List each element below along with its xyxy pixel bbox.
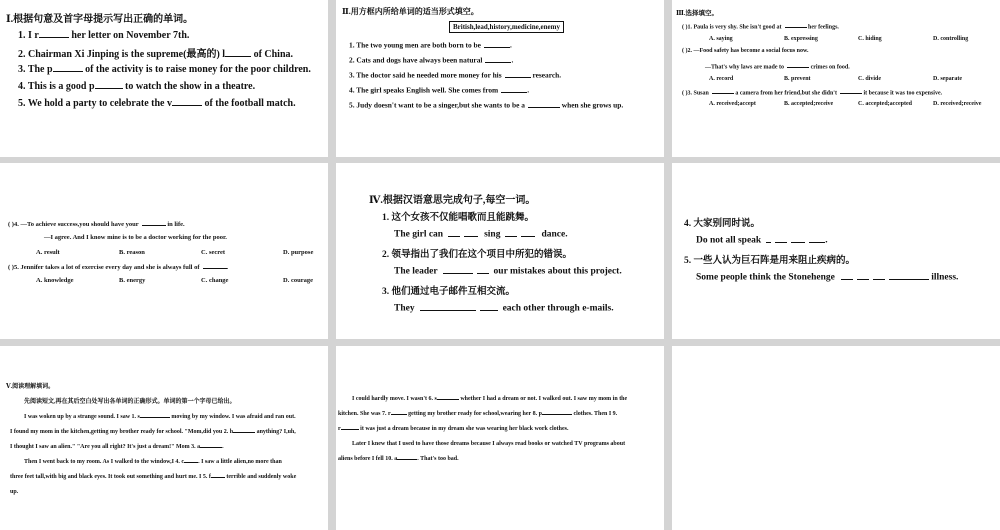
answer-blank[interactable]: [211, 472, 225, 478]
panel-multiple-choice-1: [672, 0, 1000, 157]
answer-blank[interactable]: [485, 55, 511, 63]
option[interactable]: A. saying: [709, 36, 733, 42]
answer-blank[interactable]: [809, 233, 825, 243]
word-box: British,lead,history,medicine,enemy: [449, 21, 564, 33]
section-title-3: Ⅲ.选择填空。: [676, 10, 719, 17]
question-line: —That's why laws are made to crimes on food.: [705, 62, 850, 70]
answer-blank[interactable]: [184, 457, 198, 463]
panel-word-form: [336, 0, 664, 157]
section-title-1: Ⅰ.根据句意及首字母提示写出正确的单词。: [6, 14, 194, 25]
question-line: Some people think the Stonehenge illness.: [696, 270, 958, 283]
panel-word-spelling: [0, 0, 328, 157]
option[interactable]: A. knowledge: [36, 277, 74, 284]
answer-blank[interactable]: [397, 454, 417, 460]
answer-blank[interactable]: [341, 424, 359, 430]
answer-blank[interactable]: [464, 227, 478, 237]
reading-passage: I could hardly move. I wasn't 6. s whether I had a dream or not. I walked out. I saw my mom in the kitchen. She was 7. r getting my brother ready for school,wearing her 8. p clothes. Then I 9. r it was just a dream because in my dream she was wearing her black work clothes. Later I knew that I used to have those dreams because I always read books or watched TV programs about aliens before I fell 10. a . That's too bad.: [338, 392, 627, 467]
question-line: ( )2. —Food safety has become a social focus now.: [682, 48, 809, 54]
question-line: 5. We hold a party to celebrate the v of the football match.: [18, 98, 296, 109]
answer-blank[interactable]: [391, 409, 407, 415]
option[interactable]: B. accepted;receive: [784, 101, 834, 107]
answer-blank[interactable]: [95, 79, 123, 89]
answer-blank[interactable]: [840, 88, 862, 94]
question-line: 5. Judy doesn't want to be a singer,but she wants to be a when she grows up.: [349, 100, 624, 110]
option[interactable]: D. separate: [933, 76, 962, 82]
option[interactable]: C. change: [201, 277, 229, 284]
option[interactable]: D. controlling: [933, 36, 969, 42]
answer-blank[interactable]: [889, 270, 929, 280]
answer-blank[interactable]: [140, 412, 170, 418]
answer-blank[interactable]: [233, 427, 255, 433]
answer-blank[interactable]: [542, 409, 572, 415]
answer-blank[interactable]: [477, 264, 489, 274]
question-line: 4. The girl speaks English well. She comes from .: [349, 85, 530, 95]
question-line: The girl can sing dance.: [394, 227, 568, 240]
panel-sentence-completion-1: [336, 163, 664, 339]
answer-blank[interactable]: [775, 233, 787, 243]
answer-blank[interactable]: [437, 394, 459, 400]
question-line: 3. The doctor said he needed more money for his research.: [349, 70, 562, 80]
section-title-2: Ⅱ.用方框内所给单词的适当形式填空。: [342, 7, 479, 16]
answer-blank[interactable]: [39, 28, 69, 38]
option[interactable]: D. received;receive: [933, 101, 982, 107]
answer-blank[interactable]: [528, 100, 560, 108]
instruction: 先阅读短文,再在其后空白处写出各单词的正确形式。单词的第一个字母已给出。: [24, 399, 236, 405]
reading-passage: Ⅴ.阅读理解填词。 先阅读短文,再在其后空白处写出各单词的正确形式。单词的第一个字母已给出。 I was woken up by a strange sound. I saw 1. s moving by my window. I was afraid and ran out. I found my mom in the kitchen,getting my brother ready for school. "Mom,did you 2. h anything? I,uh, I thought I saw an alien." "Are you all right? It's just a dream!" Mom 3. a . Then I went back to my room. As I walked to the window,I 4. c . I saw a little alien,no more than three feet tall,with big and black eyes. It took out something and hurt me. I 5. f terrible and suddenly woke up.: [6, 380, 296, 500]
option[interactable]: B. reason: [119, 249, 145, 256]
question-line: 2. Chairman Xi Jinping is the supreme(最高的) l of China.: [18, 49, 294, 60]
option[interactable]: C. divide: [858, 76, 882, 82]
option[interactable]: C. hiding: [858, 36, 882, 42]
option[interactable]: B. energy: [119, 277, 146, 284]
panel-multiple-choice-2: [0, 163, 328, 339]
option[interactable]: B. expressing: [784, 36, 818, 42]
section-title-5: Ⅴ.阅读理解填词。: [6, 384, 55, 390]
answer-blank[interactable]: [501, 85, 527, 93]
answer-blank[interactable]: [505, 70, 531, 78]
answer-blank[interactable]: [225, 47, 251, 57]
answer-blank[interactable]: [448, 227, 460, 237]
panel-empty: [672, 346, 1000, 530]
answer-blank[interactable]: [785, 22, 807, 28]
option[interactable]: D. courage: [283, 277, 313, 284]
question-line: 2. Cats and dogs have always been natural .: [349, 55, 514, 65]
answer-blank[interactable]: [521, 227, 535, 237]
answer-blank[interactable]: [873, 270, 885, 280]
question-line: The leader our mistakes about this project.: [394, 264, 622, 277]
chinese-prompt: 1. 这个女孩不仅能唱歌而且能跳舞。: [382, 213, 535, 223]
question-line: They each other through e-mails.: [394, 301, 614, 314]
panel-reading-passage-2: [336, 346, 664, 530]
option[interactable]: C. secret: [201, 249, 226, 256]
question-line: ( )1. Paula is very shy. She isn't good at her feelings.: [682, 22, 839, 30]
question-line: Do not all speak .: [696, 233, 828, 246]
panel-reading-passage-1: [0, 346, 328, 530]
panel-sentence-completion-2: [672, 163, 1000, 339]
question-line: 3. The p of the activity is to raise money for the poor children.: [18, 64, 311, 75]
answer-blank[interactable]: [505, 227, 517, 237]
chinese-prompt: 2. 领导指出了我们在这个项目中所犯的错误。: [382, 250, 573, 260]
question-line: 1. The two young men are both born to be .: [349, 40, 512, 50]
answer-blank[interactable]: [142, 219, 166, 226]
answer-blank[interactable]: [766, 233, 771, 243]
question-line: 4. This is a good p to watch the show in a theatre.: [18, 81, 256, 92]
option[interactable]: A. record: [709, 76, 734, 82]
chinese-prompt: 4. 大家别同时说。: [684, 219, 761, 229]
answer-blank[interactable]: [787, 62, 809, 68]
answer-blank[interactable]: [841, 270, 853, 280]
answer-blank[interactable]: [791, 233, 805, 243]
chinese-prompt: 5. 一些人认为巨石阵是用来阻止疾病的。: [684, 256, 856, 266]
option[interactable]: A. received;accept: [709, 101, 756, 107]
section-title-4: Ⅳ.根据汉语意思完成句子,每空一词。: [369, 195, 536, 206]
answer-blank[interactable]: [172, 96, 202, 106]
answer-blank[interactable]: [53, 62, 83, 72]
answer-blank[interactable]: [420, 301, 476, 311]
chinese-prompt: 3. 他们通过电子邮件互相交流。: [382, 287, 516, 297]
question-line: ( )3. Susan a camera from her friend,but she didn't it because it was too expensive.: [682, 88, 942, 96]
answer-blank[interactable]: [712, 88, 734, 94]
answer-blank[interactable]: [203, 262, 227, 269]
question-line: 1. I r her letter on November 7th.: [18, 30, 190, 41]
option[interactable]: A. result: [36, 249, 60, 256]
question-line: ( )5. Jennifer takes a lot of exercise every day and she is always full of .: [8, 263, 229, 271]
answer-blank[interactable]: [857, 270, 869, 280]
question-line: ( )4. —To achieve success,you should have your in life.: [8, 220, 185, 228]
answer-blank[interactable]: [443, 264, 473, 274]
answer-blank[interactable]: [484, 40, 510, 48]
option[interactable]: C. accepted;accepted: [858, 101, 912, 107]
answer-blank[interactable]: [200, 442, 222, 448]
option[interactable]: B. prevent: [784, 76, 811, 82]
answer-blank[interactable]: [480, 301, 498, 311]
option[interactable]: D. purpose: [283, 249, 314, 256]
question-line: —I agree. And I know mine is to be a doctor working for the poor.: [44, 234, 227, 241]
